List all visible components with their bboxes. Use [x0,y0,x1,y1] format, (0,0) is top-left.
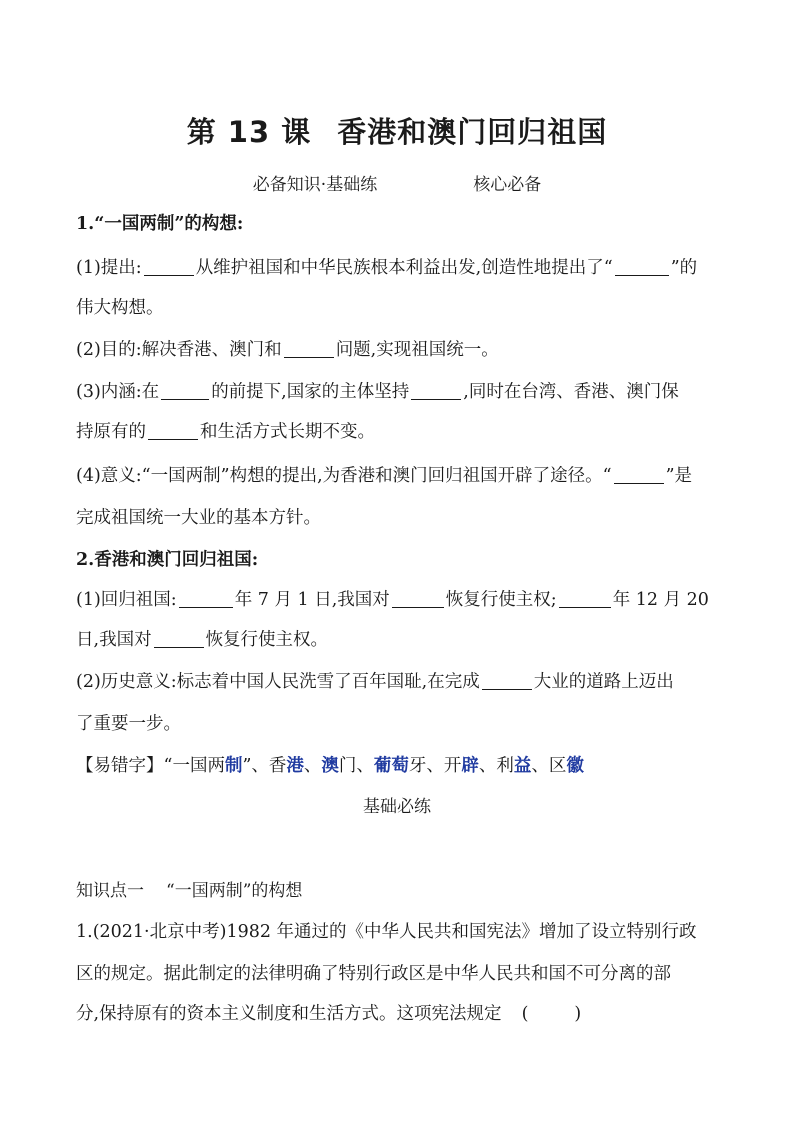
fill-blank [614,466,664,485]
page-title [0,110,794,151]
question1-line1: 1.(2021·北京中考)1982 年通过的《中华人民共和国宪法》增加了设立特别行政 [76,922,697,942]
typo-note: 【易错字】“一国两制”、香港、澳门、葡萄牙、开辟、利益、区徽 [76,756,584,776]
fill-blank [392,590,444,609]
fill-blank [559,590,611,609]
section-subheading [0,170,794,195]
section1-item1-line2: 伟大构想。 [76,298,164,318]
section1-item4-line1: (4)意义:“一国两制”构想的提出,为香港和澳门回归祖国开辟了途径。“ ”是 [76,466,693,486]
lesson-number: 第 13 课 [186,115,312,149]
knowledge-point-heading: 知识点一 “一国两制”的构想 [76,881,303,901]
subheading-right: 核心必备 [473,175,542,195]
answer-parentheses: ( ) [521,1004,582,1024]
section1-item2: (2)目的:解决香港、澳门和 问题,实现祖国统一。 [76,340,499,360]
section2-item1-line2: 日,我国对 恢复行使主权。 [76,630,329,650]
lesson-title: 香港和澳门回归祖国 [337,115,608,149]
section1-item3-line1: (3)内涵:在 的前提下,国家的主体坚持 ,同时在台湾、香港、澳门保 [76,382,679,402]
section1-item3-line2: 持原有的 和生活方式长期不变。 [76,422,375,442]
typo-label: 【易错字】 [76,756,164,776]
subheading-left: 必备知识·基础练 [252,175,378,195]
question1-line2: 区的规定。据此制定的法律明确了特别行政区是中华人民共和国不可分离的部 [76,964,671,984]
fill-blank [179,590,233,609]
fill-blank [284,340,334,359]
section1-heading: 1.“一国两制”的构想: [76,214,244,234]
practice-heading: 基础必练 [363,797,431,817]
section2-item1-line1: (1)回归祖国: 年 7 月 1 日,我国对 恢复行使主权; 年 12 月 20 [76,590,709,610]
section1-item4-line2: 完成祖国统一大业的基本方针。 [76,508,321,528]
fill-blank [144,258,194,277]
section1-item1-line1: (1)提出: 从维护祖国和中华民族根本利益出发,创造性地提出了“ ”的 [76,258,698,278]
section2-heading: 2.香港和澳门回归祖国: [76,550,259,570]
fill-blank [482,672,532,691]
fill-blank [411,382,461,401]
fill-blank [148,422,198,441]
section2-item2-line1: (2)历史意义:标志着中国人民洗雪了百年国耻,在完成 大业的道路上迈出 [76,672,674,692]
fill-blank [615,258,669,277]
section2-item2-line2: 了重要一步。 [76,714,181,734]
fill-blank [161,382,209,401]
fill-blank [154,630,204,649]
question1-line3: 分,保持原有的资本主义制度和生活方式。这项宪法规定 ( ) [76,1000,721,1025]
